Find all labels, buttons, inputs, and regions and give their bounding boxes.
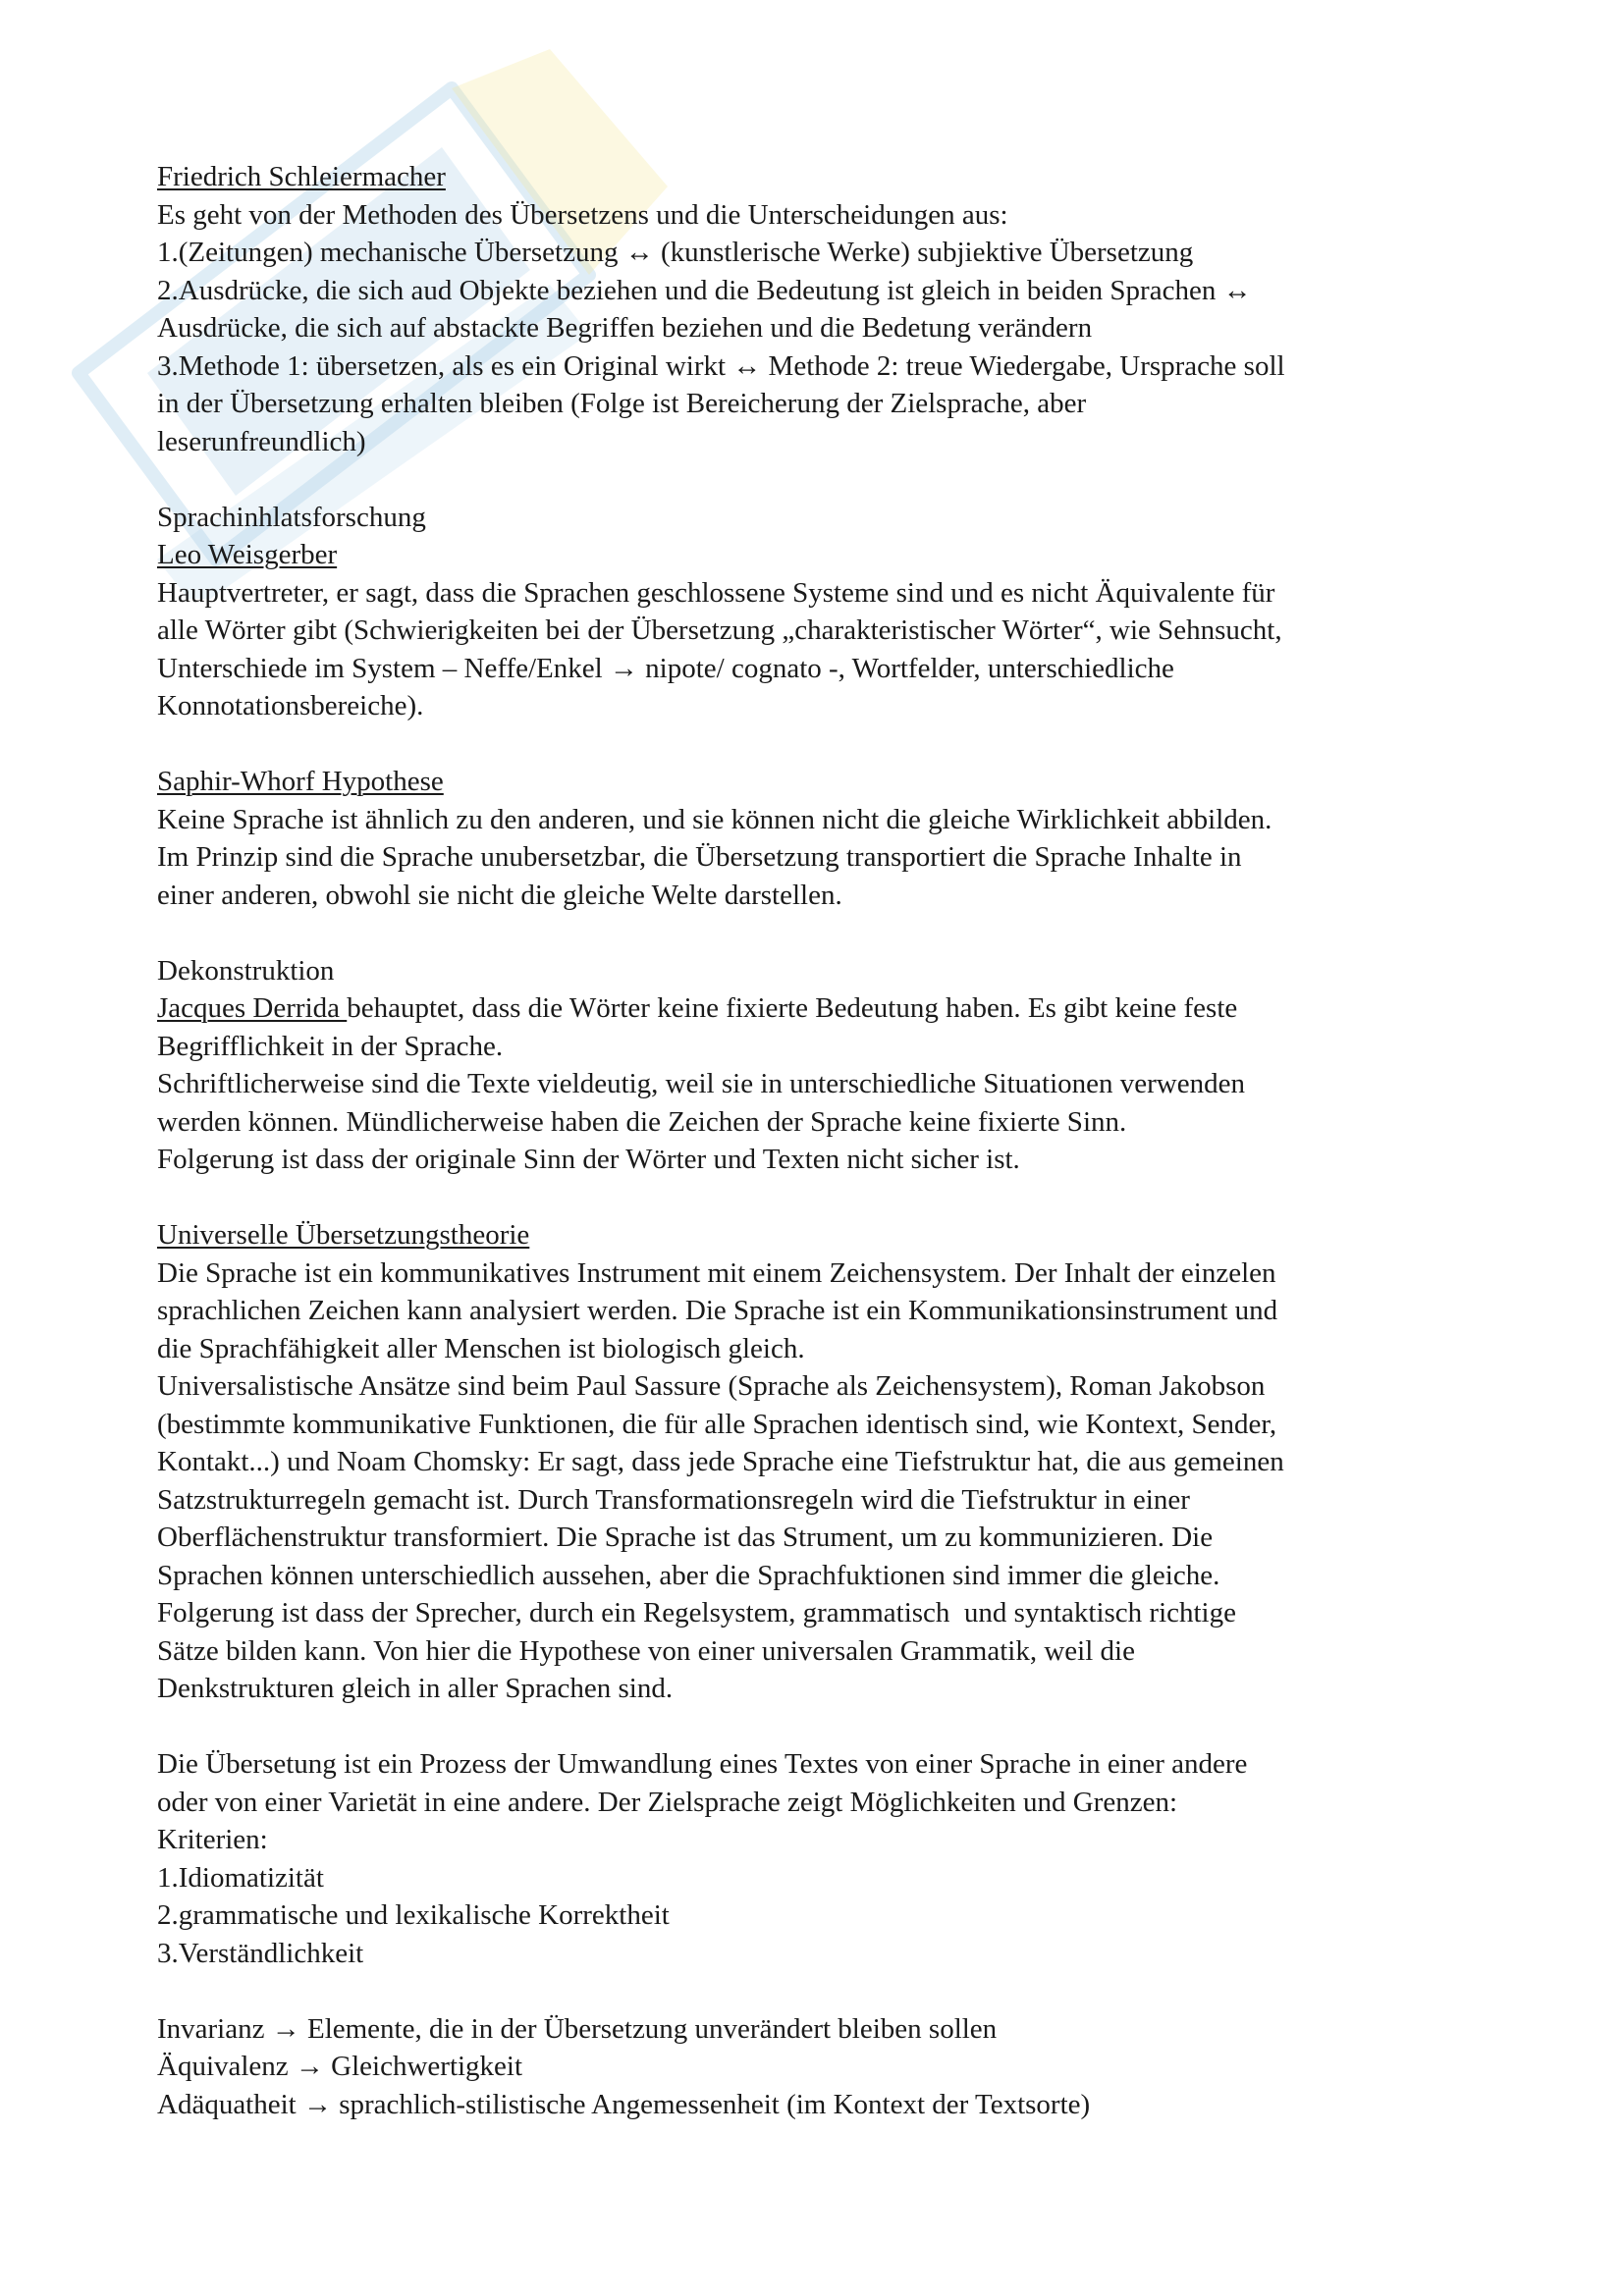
section-title-dekonstruktion: Dekonstruktion xyxy=(157,954,335,987)
text-line-derrida xyxy=(157,989,1502,1028)
text-line: Hauptvertreter, er sagt, dass die Sprachen geschlossene Systeme sind und es nicht Äquivalente für xyxy=(157,576,1275,609)
text-line: 2.Ausdrücke, die sich aud Objekte beziehen und die Bedeutung ist gleich in beiden Sprachen ↔ xyxy=(157,274,1252,306)
text-line: Im Prinzip sind die Sprache unubersetzbar, die Übersetzung transportiert die Sprache Inhalte in xyxy=(157,841,1242,873)
text-line: Denkstrukturen gleich in aller Sprachen sind. xyxy=(157,1673,674,1704)
list-item: 1.Idiomatizität xyxy=(157,1861,324,1894)
paragraph-spacer xyxy=(157,914,1502,952)
paragraph-spacer xyxy=(157,460,1502,499)
text-fragment: behauptet, dass die Wörter keine fixierte Bedeutung haben. Es gibt keine feste xyxy=(347,992,1238,1024)
text-line: 3.Methode 1: übersetzen, als es ein Original wirkt ↔ Methode 2: treue Wiedergabe, Ursprache soll xyxy=(157,349,1285,382)
term-adaequatheit: Adäquatheit → sprachlich-stilistische Angemessenheit (im Kontext der Textsorte) xyxy=(157,2088,1091,2120)
text-line: Satzstrukturregeln gemacht ist. Durch Transformationsregeln wird die Tiefstruktur in einer xyxy=(157,1483,1190,1516)
text-line: Unterschiede im System – Neffe/Enkel → nipote/ cognato -, Wortfelder, unterschiedliche xyxy=(157,652,1174,684)
text-line: Kriterien: xyxy=(157,1824,268,1855)
heading-weisgerber: Leo Weisgerber xyxy=(157,539,338,570)
heading-universelle-uebersetzungstheorie: Universelle Übersetzungstheorie xyxy=(157,1219,530,1251)
heading-schleiermacher: Friedrich Schleiermacher xyxy=(157,161,446,192)
paragraph-spacer xyxy=(157,1972,1502,2010)
text-line: die Sprachfähigkeit aller Menschen ist biologisch gleich. xyxy=(157,1332,805,1364)
text-line: 1.(Zeitungen) mechanische Übersetzung ↔ (kunstlerische Werke) subjiektive Übersetzung xyxy=(157,237,1194,268)
text-line: leserunfreundlich) xyxy=(157,425,366,457)
paragraph-spacer xyxy=(157,725,1502,764)
text-line: in der Übersetzung erhalten bleiben (Folge ist Bereicherung der Zielsprache, aber xyxy=(157,388,1087,419)
text-line: Sprachen können unterschiedlich aussehen, aber die Sprachfuktionen sind immer die gleiche. xyxy=(157,1559,1220,1591)
text-line: Keine Sprache ist ähnlich zu den anderen, und sie können nicht die gleiche Wirklichkeit abbilden. xyxy=(157,803,1272,835)
text-line: Sätze bilden kann. Von hier die Hypothese von einer universalen Grammatik, weil die xyxy=(157,1634,1135,1667)
text-line: Begrifflichkeit in der Sprache. xyxy=(157,1030,504,1062)
text-line: Kontakt...) und Noam Chomsky: Er sagt, dass jede Sprache eine Tiefstruktur hat, die aus gemeinen xyxy=(157,1446,1284,1477)
term-invarianz: Invarianz → Elemente, die in der Übersetzung unverändert bleiben sollen xyxy=(157,2012,998,2045)
text-line: Folgerung ist dass der originale Sinn der Wörter und Texten nicht sicher ist. xyxy=(157,1144,1020,1175)
text-line: Folgerung ist dass der Sprecher, durch ein Regelsystem, grammatisch und syntaktisch richtige xyxy=(157,1597,1236,1629)
text-line: einer anderen, obwohl sie nicht die gleiche Welte darstellen. xyxy=(157,879,842,911)
text-line: Die Übersetung ist ein Prozess der Umwandlung eines Textes von einer Sprache in einer andere xyxy=(157,1748,1248,1780)
text-line: oder von einer Varietät in eine andere. Der Zielsprache zeigt Möglichkeiten und Grenzen: xyxy=(157,1786,1178,1818)
text-line: (bestimmte kommunikative Funktionen, die für alle Sprachen identisch sind, wie Kontext, Sender, xyxy=(157,1408,1277,1440)
document-body xyxy=(157,158,1502,2123)
term-aequivalenz: Äquivalenz → Gleichwertigkeit xyxy=(157,2051,523,2082)
text-line: Schriftlicherweise sind die Texte vieldeutig, weil sie in unterschiedliche Situationen verwenden xyxy=(157,1068,1245,1099)
text-line: Universalistische Ansätze sind beim Paul Sassure (Sprache als Zeichensystem), Roman Jakobson xyxy=(157,1370,1266,1402)
text-line: alle Wörter gibt (Schwierigkeiten bei der Übersetzung „charakteristischer Wörter“, wie Sehnsucht, xyxy=(157,614,1282,646)
text-line: Konnotationsbereiche). xyxy=(157,690,424,721)
list-item: 3.Verständlichkeit xyxy=(157,1937,364,1969)
section-title-sprachinhaltsforschung: Sprachinhlatsforschung xyxy=(157,501,426,533)
name-derrida: Jacques Derrida xyxy=(157,992,348,1024)
heading-sapir-whorf: Saphir-Whorf Hypothese xyxy=(157,766,444,797)
text-line: Ausdrücke, die sich auf abstackte Begriffen beziehen und die Bedetung verändern xyxy=(157,312,1093,344)
text-line: werden können. Mündlicherweise haben die Zeichen der Sprache keine fixierte Sinn. xyxy=(157,1105,1127,1138)
paragraph-spacer xyxy=(157,1179,1502,1217)
text-line: sprachlichen Zeichen kann analysiert werden. Die Sprache ist ein Kommunikationsinstrument und xyxy=(157,1295,1278,1326)
paragraph-spacer xyxy=(157,1708,1502,1746)
text-line: Die Sprache ist ein kommunikatives Instrument mit einem Zeichensystem. Der Inhalt der einzelen xyxy=(157,1256,1276,1289)
list-item: 2.grammatische und lexikalische Korrektheit xyxy=(157,1899,670,1931)
text-line: Oberflächenstruktur transformiert. Die Sprache ist das Strument, um zu kommunizieren. Die xyxy=(157,1522,1214,1553)
text-line: Es geht von der Methoden des Übersetzens und die Unterscheidungen aus: xyxy=(157,198,1008,231)
